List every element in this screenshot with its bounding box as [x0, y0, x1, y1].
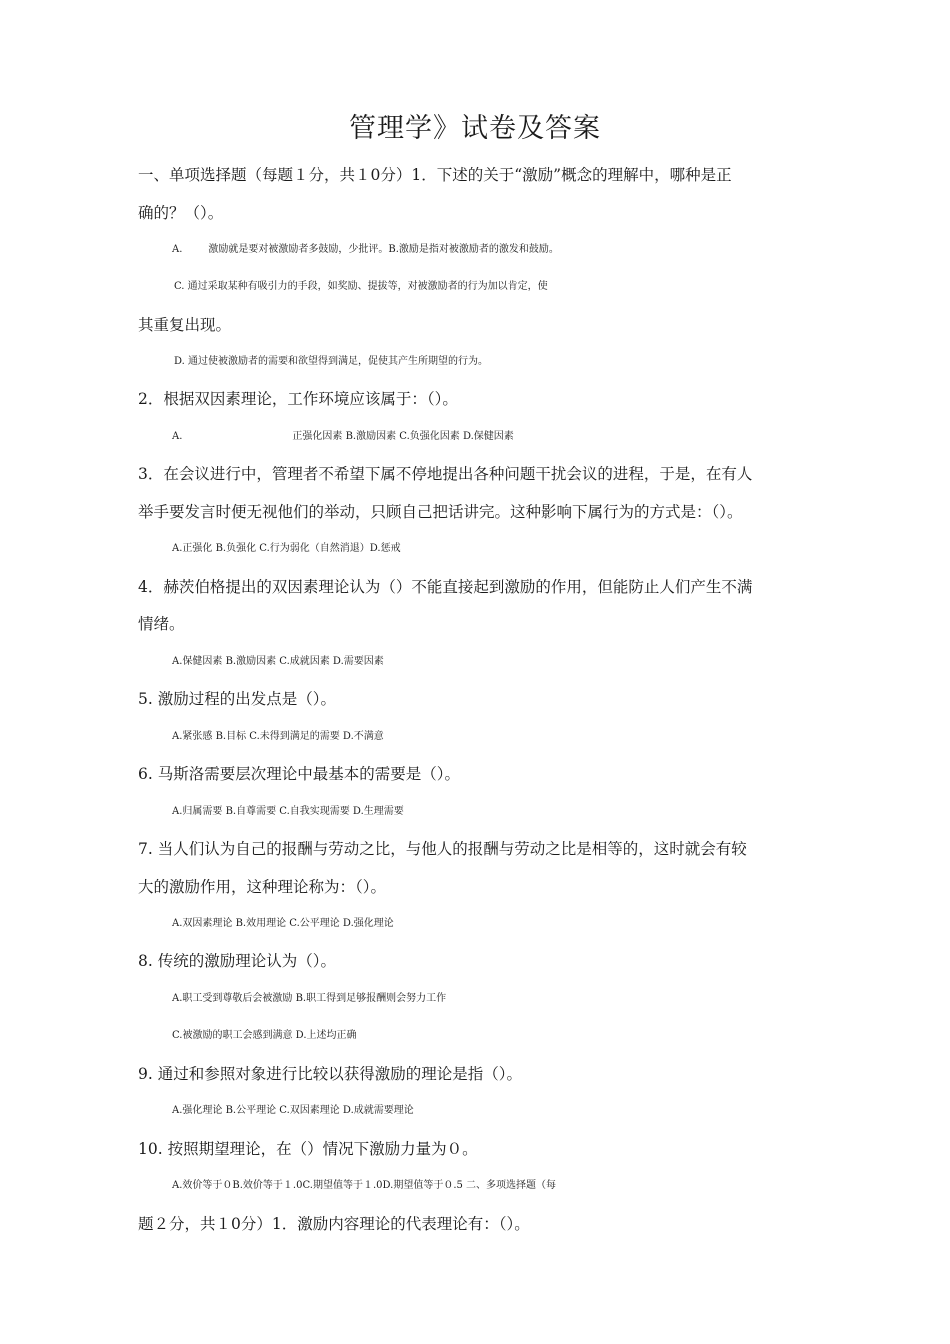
question-line: 3．在会议进行中，管理者不希望下属不停地提出各种问题干扰会议的进程，于是，在有人: [138, 465, 753, 483]
option-line: A.效价等于０B.效价等于１.0C.期望值等于１.0D.期望值等于０.5 二、多项选择题（每: [172, 1180, 557, 1191]
text-line: 其重复出现。: [138, 316, 232, 334]
text-line: 举手要发言时便无视他们的举动，只顾自己把话讲完。这种影响下属行为的方式是：（）。: [138, 503, 743, 521]
text-line: 确的？（）。: [138, 204, 224, 222]
text-line: 大的激励作用，这种理论称为：（）。: [138, 878, 387, 896]
question-line: 4．赫茨伯格提出的双因素理论认为（）不能直接起到激励的作用，但能防止人们产生不满: [138, 578, 753, 596]
option-line: A.归属需要 B.自尊需要 C.自我实现需要 D.生理需要: [172, 806, 404, 817]
question-line: 6. 马斯洛需要层次理论中最基本的需要是（）。: [138, 765, 460, 783]
option-line: A.正强化 B.负强化 C.行为弱化（自然消退）D.惩戒: [172, 543, 401, 554]
option-line: [172, 240, 852, 260]
option-line: A.职工受到尊敬后会被激励 B.职工得到足够报酬则会努力工作: [172, 993, 447, 1004]
question-line: 10. 按照期望理论，在（）情况下激励力量为０。: [138, 1140, 478, 1158]
option-letter: A.: [172, 244, 183, 255]
text-line: 题２分，共１0分）1．激励内容理论的代表理论有：（）。: [138, 1215, 530, 1233]
document-title: 管理学》试卷及答案: [349, 113, 601, 144]
question-line: 2．根据双因素理论，工作环境应该属于：（）。: [138, 390, 458, 408]
option-line: A.紧张感 B.目标 C.未得到满足的需要 D.不满意: [172, 731, 384, 742]
question-line: 8. 传统的激励理论认为（）。: [138, 952, 336, 970]
text-line: D. 通过使被激励者的需要和欲望得到满足，促使其产生所期望的行为。: [174, 356, 489, 367]
question-line: 7. 当人们认为自己的报酬与劳动之比，与他人的报酬与劳动之比是相等的，这时就会有较: [138, 840, 747, 858]
option-text: 正强化因素 B.激励因素 C.负强化因素 D.保健因素: [292, 431, 514, 442]
text-line: 一、单项选择题（每题１分，共１0分）1．下述的关于“激励”概念的理解中，哪种是正: [138, 166, 732, 184]
text-line: C. 通过采取某种有吸引力的手段，如奖励、提拔等，对被激励者的行为加以肯定，使: [174, 281, 548, 292]
option-line: A.双因素理论 B.效用理论 C.公平理论 D.强化理论: [172, 918, 394, 929]
text-line: 情绪。: [138, 615, 185, 633]
option-line: [172, 427, 852, 447]
question-line: 9. 通过和参照对象进行比较以获得激励的理论是指（）。: [138, 1065, 522, 1083]
option-line: C.被激励的职工会感到满意 D.上述均正确: [172, 1030, 357, 1041]
option-text: 激励就是要对被激励者多鼓励，少批评。B.激励是指对被激励者的激发和鼓励。: [208, 244, 559, 255]
question-line: 5. 激励过程的出发点是（）。: [138, 690, 336, 708]
option-letter: A.: [172, 431, 183, 442]
option-line: A.强化理论 B.公平理论 C.双因素理论 D.成就需要理论: [172, 1105, 414, 1116]
option-line: A.保健因素 B.激励因素 C.成就因素 D.需要因素: [172, 656, 384, 667]
